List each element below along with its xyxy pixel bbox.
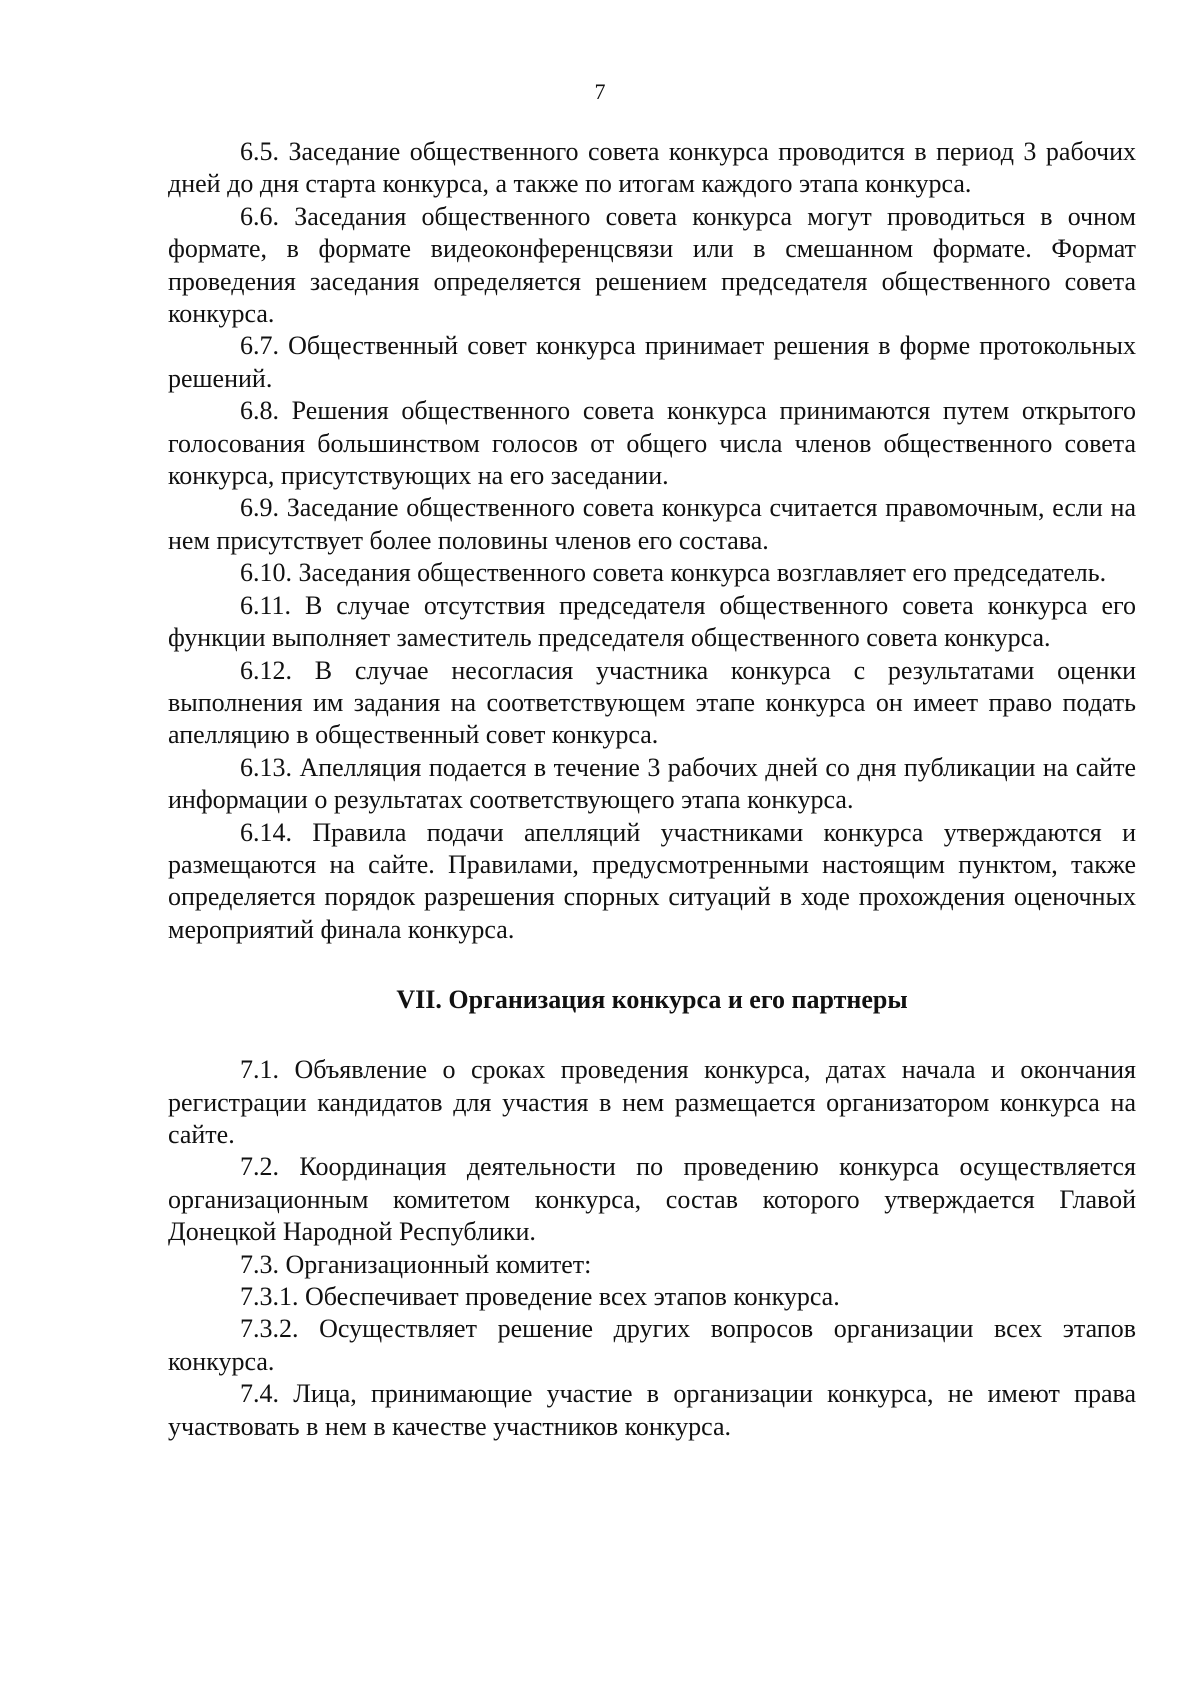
paragraph-6-5: 6.5. Заседание общественного совета конкурса проводится в период 3 рабочих дней до дня старта конкурса, а также по итогам каждого этапа конкурса. (168, 137, 1136, 199)
paragraph-7-2: 7.2. Координация деятельности по проведению конкурса осуществляется организационным комитетом конкурса, состав которого утверждается Главой Донецкой Народной Республики. (168, 1152, 1136, 1247)
paragraph-7-3-1: 7.3.1. Обеспечивает проведение всех этапов конкурса. (240, 1282, 840, 1311)
document-body (168, 136, 1136, 1443)
paragraph-7-1: 7.1. Объявление о сроках проведения конкурса, датах начала и окончания регистрации кандидатов для участия в нем размещается организатором конкурса на сайте. (168, 1055, 1136, 1149)
paragraph-7-4: 7.4. Лица, принимающие участие в организации конкурса, не имеют права участвовать в нем в качестве участников конкурса. (168, 1379, 1136, 1441)
paragraph-6-11: 6.11. В случае отсутствия председателя общественного совета конкурса его функции выполняет заместитель председателя общественного совета конкурса. (168, 590, 1136, 653)
section-heading: VII. Организация конкурса и его партнеры (396, 985, 908, 1015)
paragraph-6-8: 6.8. Решения общественного совета конкурса принимаются путем открытого голосования большинством голосов от общего числа членов общественного совета конкурса, присутствующих на его заседании. (168, 396, 1136, 491)
page-number: 7 (594, 79, 606, 104)
paragraph-7-3: 7.3. Организационный комитет: (240, 1249, 592, 1279)
paragraph-7-3-2: 7.3.2. Осуществляет решение других вопросов организации всех этапов конкурса. (168, 1314, 1136, 1376)
paragraph-6-10: 6.10. Заседания общественного совета конкурса возглавляет его председатель. (240, 558, 1107, 588)
paragraph-6-14: 6.14. Правила подачи апелляций участниками конкурса утверждаются и размещаются на сайте. Правилами, предусмотренными настоящим пунктом, также определяется порядок разрешения спорных ситуаций в ходе прохождения оценочных мероприятий финала конкурса. (168, 817, 1136, 944)
paragraph-6-6: 6.6. Заседания общественного совета конкурса могут проводиться в очном формате, в формате видеоконференцсвязи или в смешанном формате. Формат проведения заседания определяется решением председателя общественного совета конкурса. (168, 201, 1136, 329)
paragraph-6-13: 6.13. Апелляция подается в течение 3 рабочих дней со дня публикации на сайте информации о результатах соответствующего этапа конкурса. (168, 752, 1136, 815)
paragraph-6-12: 6.12. В случае несогласия участника конкурса с результатами оценки выполнения им задания на соответствующем этапе конкурса он имеет право подать апелляцию в общественный совет конкурса. (168, 655, 1136, 750)
paragraph-6-7: 6.7. Общественный совет конкурса принимает решения в форме протокольных решений. (168, 331, 1136, 393)
paragraph-6-9: 6.9. Заседание общественного совета конкурса считается правомочным, если на нем присутствует более половины членов его состава. (168, 493, 1136, 555)
